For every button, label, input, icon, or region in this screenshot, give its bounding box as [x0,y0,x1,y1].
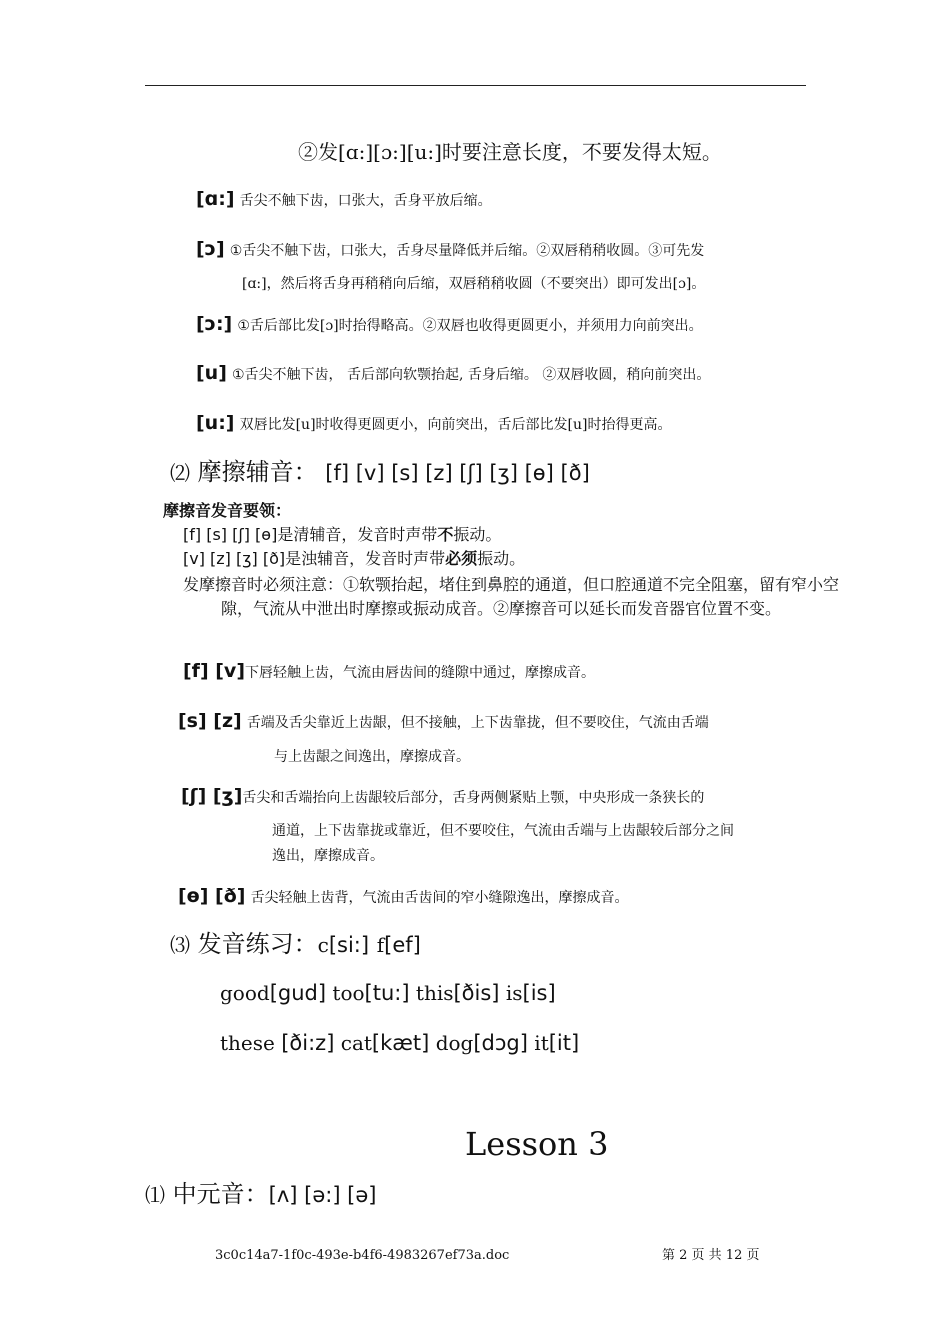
practice-row-3 [220,1031,579,1056]
emphasis-not: 不 [437,525,454,544]
section-number: ⑶ [170,933,190,957]
vowel-description: 双唇比发[u]时收得更圆更小，向前突出，舌后部比发[u]时抬得更高。 [239,417,672,433]
pair-sh-zh [181,785,704,808]
practice-word: these [220,1031,282,1055]
vowel-symbol: [ɔ] [196,238,225,260]
pair-description-cont: 与上齿龈之间逸出，摩擦成音。 [274,749,470,765]
practice-word: good [220,981,270,1005]
mid-vowel-symbols: [ʌ] [ə:] [ə] [268,1183,377,1207]
practice-phonetic: [si:] [328,933,370,957]
practice-phonetic: [it] [548,1031,580,1055]
practice-heading [170,930,421,959]
practice-row-2 [220,981,556,1006]
vowel-u-long [196,412,671,435]
fricative-notice: 发摩擦音时必须注意：①软颚抬起，堵住到鼻腔的通道，但口腔通道不完全阻塞，留有窄小空隙，气流从中泄出时摩擦或振动成音。②摩擦音可以延长而发音器官位置不变。 [183,575,840,618]
practice-word: f [376,933,385,957]
pair-symbol: [ʃ] [ʒ] [181,785,243,807]
pair-description-cont: 逸出，摩擦成音。 [272,848,384,864]
practice-word: too [332,981,365,1005]
section-title: 发音练习： [197,930,318,958]
vowel-description: ①舌尖不触下齿，口张大，舌身尽量降低并后缩。②双唇稍稍收圆。③可先发 [229,243,705,259]
pair-description-cont: 通道，上下齿靠拢或靠近，但不要咬住，气流由舌端与上齿龈较后部分之间 [272,823,734,839]
practice-word: dog [435,1031,474,1055]
vowel-symbol: [u:] [196,412,235,434]
practice-word: is [505,981,523,1005]
vowel-symbol: [ɔ:] [196,313,233,335]
vowel-description: ①舌后部比发[ɔ]时抬得略高。②双唇也收得更圆更小，并须用力向前突出。 [237,318,703,334]
practice-word: c [317,933,329,957]
section-title: 中元音： [172,1180,269,1208]
pair-description: 舌尖轻触上齿背，气流由舌齿间的窄小缝隙逸出，摩擦成音。 [250,890,629,906]
practice-phonetic: [gud] [269,981,327,1005]
fricatives-heading [170,458,590,487]
practice-phonetic: [ði:z] [281,1031,335,1055]
voiced-symbols: [v] [z] [ʒ] [ð] [183,549,286,568]
mid-vowels-heading [145,1180,377,1209]
voiced-text-end: 振动。 [477,549,526,568]
voiceless-text-end: 振动。 [453,525,502,544]
fricative-symbols: [f] [v] [s] [z] [ʃ] [ʒ] [ɵ] [ð] [325,461,590,485]
practice-phonetic: [is] [522,981,556,1005]
vowel-symbol: [ɑ:] [196,188,235,210]
long-vowel-note: ②发[ɑ:][ɔ:][u:]时要注意长度，不要发得太短。 [298,140,722,164]
emphasis-must: 必须 [445,549,478,568]
practice-phonetic: [tu:] [364,981,410,1005]
header-rule [145,85,806,86]
pair-s-z [178,710,709,733]
vowel-o-short [196,238,704,261]
practice-phonetic: [dɔg] [473,1031,528,1055]
pair-description: 下唇轻触上齿，气流由唇齿间的缝隙中通过，摩擦成音。 [245,665,596,681]
voiceless-text: 是清辅音，发音时声带 [277,525,438,544]
vowel-description-cont: [ɑ:]，然后将舌身再稍稍向后缩，双唇稍稍收圆（不要突出）即可发出[ɔ]。 [242,276,706,292]
pair-symbol: [s] [z] [178,710,242,732]
voiced-text: 是浊辅音，发音时声带 [285,549,446,568]
pair-symbol: [f] [v] [183,660,246,682]
vowel-description: 舌尖不触下齿，口张大，舌身平放后缩。 [239,193,492,209]
footer-filename: 3c0c14a7-1f0c-493e-b4f6-4983267ef73a.doc [215,1248,510,1263]
voiced-line [183,549,525,568]
lesson-title: Lesson 3 [465,1125,609,1163]
practice-phonetic: [kæt] [371,1031,430,1055]
practice-word: it [534,1031,549,1055]
voiceless-line [183,525,501,544]
vowel-symbol: [u] [196,362,227,384]
vowel-u-short [196,362,710,385]
pair-f-v [183,660,595,683]
section-title: 摩擦辅音： [197,458,318,486]
essentials-title: 摩擦音发音要领： [163,501,292,520]
practice-word: this [415,981,454,1005]
pair-symbol: [ɵ] [ð] [178,885,246,907]
practice-phonetic: [ðis] [453,981,500,1005]
voiceless-symbols: [f] [s] [ʃ] [ɵ] [183,525,278,544]
vowel-a-long [196,188,492,211]
pair-description: 舌尖和舌端抬向上齿龈较后部分，舌身两侧紧贴上颚，中央形成一条狭长的 [242,790,705,806]
pair-th [178,885,629,908]
vowel-description: ①舌尖不触下齿， 舌后部向软颚抬起, 舌身后缩。 ②双唇收圆，稍向前突出。 [232,367,711,383]
pair-description: 舌端及舌尖靠近上齿龈，但不接触，上下齿靠拢，但不要咬住，气流由舌端 [246,715,709,731]
section-number: ⑴ [145,1183,165,1207]
practice-phonetic: [ef] [384,933,421,957]
practice-word: cat [340,1031,372,1055]
vowel-o-long [196,313,703,336]
footer-page-number: 第 2 页 共 12 页 [662,1248,760,1263]
section-number: ⑵ [170,461,190,485]
